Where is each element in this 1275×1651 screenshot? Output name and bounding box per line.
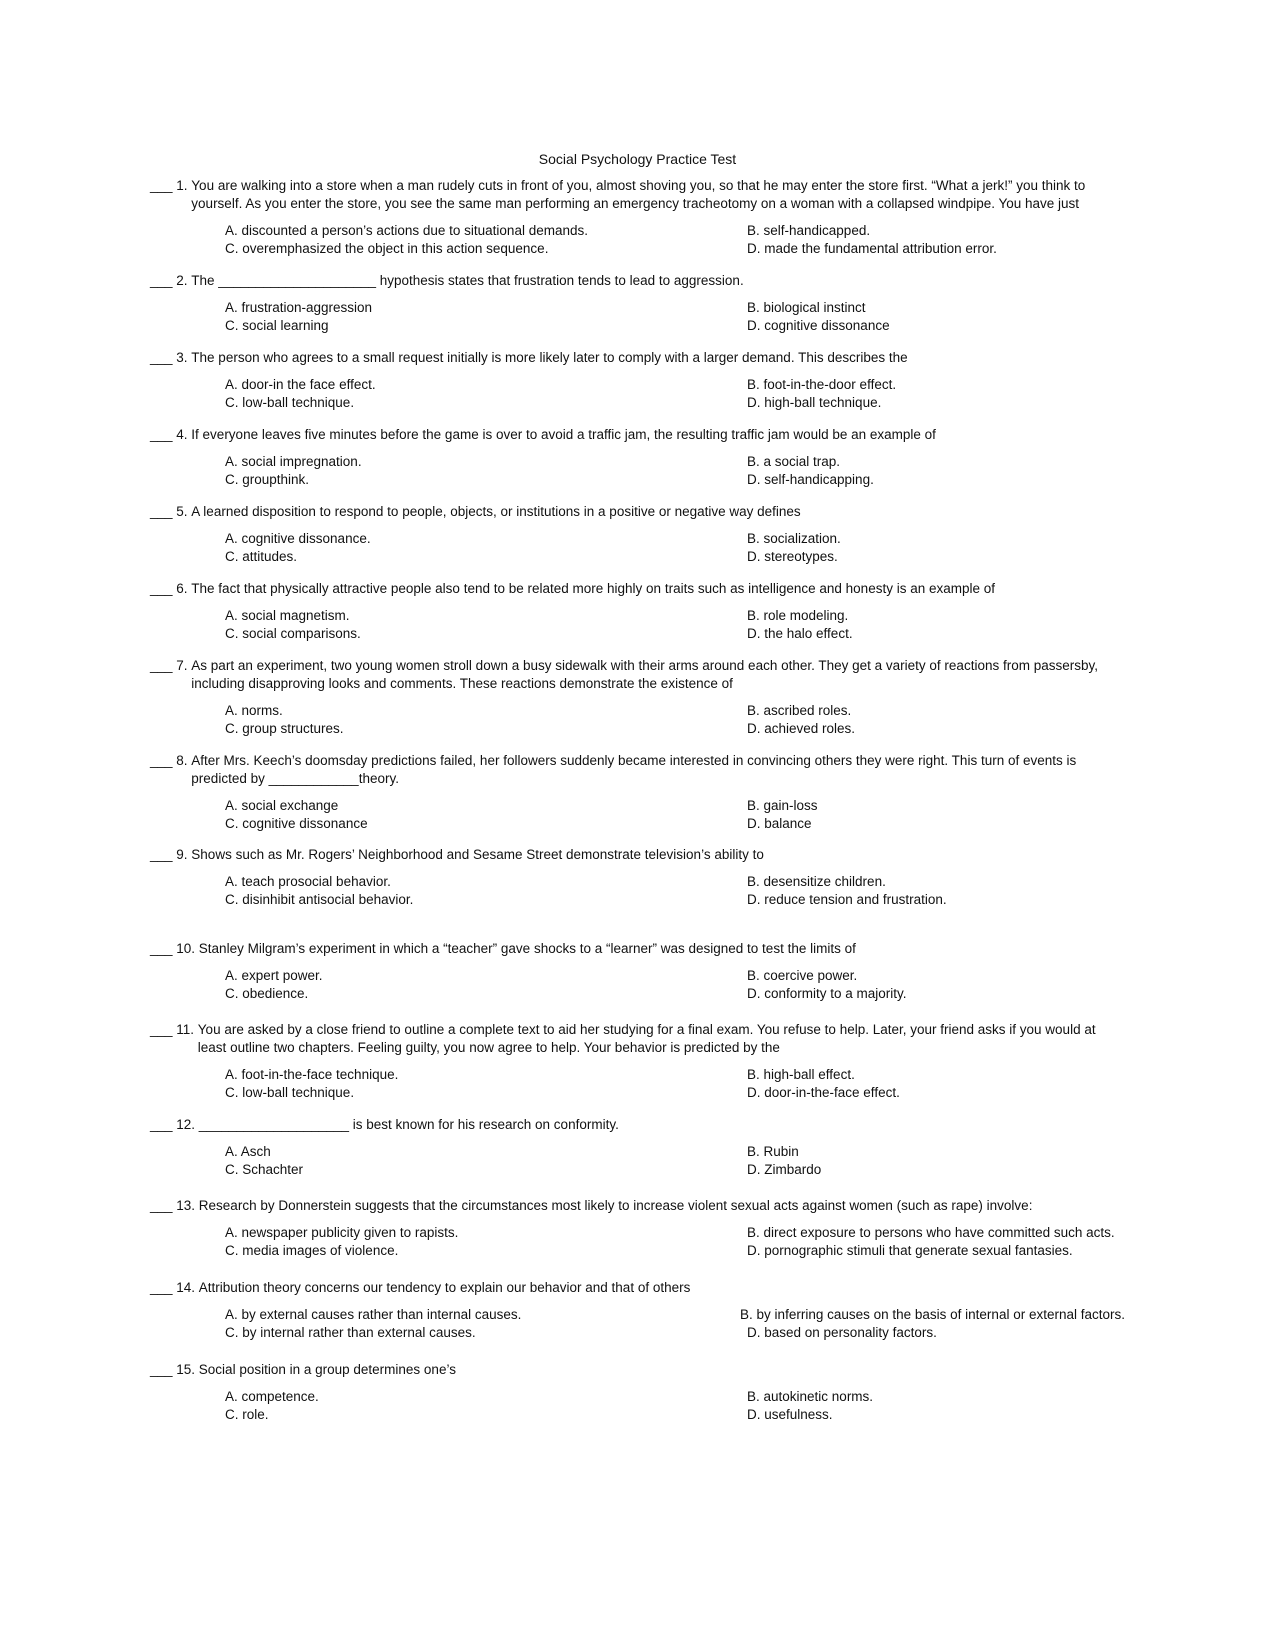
choice-a: A. frustration-aggression xyxy=(225,300,373,315)
answer-choices xyxy=(225,1143,1125,1179)
question-stem xyxy=(150,1197,1125,1215)
choice-d: D. the halo effect. xyxy=(747,626,853,641)
answer-choices xyxy=(225,1388,1125,1424)
choice-c: C. Schachter xyxy=(225,1162,304,1177)
question-14 xyxy=(150,1279,1125,1342)
question-13 xyxy=(150,1197,1125,1260)
choice-c: C. attitudes. xyxy=(225,549,298,564)
question-text: The _____________________ hypothesis states that frustration tends to lead to aggression. xyxy=(191,273,744,288)
answer-blank: ___ 1. xyxy=(150,178,192,193)
question-4 xyxy=(150,426,1125,489)
choice-d: D. balance xyxy=(747,816,812,831)
question-text: Shows such as Mr. Rogers’ Neighborhood and Sesame Street demonstrate television’s ability to xyxy=(191,847,764,862)
question-stem xyxy=(150,752,1125,788)
question-text: Social position in a group determines one’s xyxy=(198,1362,456,1377)
answer-choices xyxy=(225,1224,1125,1260)
choice-b: B. biological instinct xyxy=(747,300,866,315)
choice-b: B. role modeling. xyxy=(747,608,849,623)
choice-d: D. usefulness. xyxy=(747,1407,833,1422)
page-title: Social Psychology Practice Test xyxy=(538,151,737,167)
answer-choices xyxy=(225,530,1125,566)
choice-a: A. Asch xyxy=(225,1144,271,1159)
answer-blank: ___ 2. xyxy=(150,273,192,288)
answer-choices xyxy=(225,1066,1125,1102)
question-8 xyxy=(150,752,1125,833)
choice-d: D. conformity to a majority. xyxy=(747,986,907,1001)
answer-blank: ___ 14. xyxy=(150,1280,199,1295)
choice-a: A. expert power. xyxy=(225,968,323,983)
answer-choices xyxy=(225,1306,1125,1342)
answer-blank: ___ 4. xyxy=(150,427,192,442)
answer-blank: ___ 9. xyxy=(150,847,192,862)
choice-a: A. foot-in-the-face technique. xyxy=(225,1067,399,1082)
choice-d: D. door-in-the-face effect. xyxy=(747,1085,900,1100)
choice-c: C. low-ball technique. xyxy=(225,1085,355,1100)
choice-b: B. by inferring causes on the basis of internal or external factors. xyxy=(740,1307,1125,1322)
choice-d: D. pornographic stimuli that generate sexual fantasies. xyxy=(747,1243,1073,1258)
answer-choices xyxy=(225,376,1125,412)
choice-b: B. coercive power. xyxy=(747,968,858,983)
choice-a: A. norms. xyxy=(225,703,283,718)
choice-b: B. ascribed roles. xyxy=(747,703,852,718)
answer-blank: ___ 10. xyxy=(150,941,199,956)
choice-c: C. disinhibit antisocial behavior. xyxy=(225,892,414,907)
choice-a: A. competence. xyxy=(225,1389,319,1404)
answer-blank: ___ 13. xyxy=(150,1198,199,1213)
choice-c: C. by internal rather than external causes. xyxy=(225,1325,476,1340)
answer-blank: ___ 11. xyxy=(150,1022,198,1037)
question-15 xyxy=(150,1361,1125,1424)
question-text: Attribution theory concerns our tendency to explain our behavior and that of others xyxy=(198,1280,691,1295)
choice-c: C. media images of violence. xyxy=(225,1243,399,1258)
question-stem xyxy=(150,657,1125,693)
choice-d: D. achieved roles. xyxy=(747,721,856,736)
question-text: You are asked by a close friend to outline a complete text to aid her studying for a final exam. You refuse to help. Later, your friend asks if you would at least outline two chapters. Feeling guilty, you now agree to help. Your behavior is predicted by the xyxy=(197,1022,1100,1055)
choice-b: B. direct exposure to persons who have committed such acts. xyxy=(747,1225,1115,1240)
question-stem xyxy=(150,1116,1125,1134)
answer-blank: ___ 3. xyxy=(150,350,192,365)
choice-a: A. social magnetism. xyxy=(225,608,350,623)
answer-blank: ___ 15. xyxy=(150,1362,199,1377)
answer-choices xyxy=(225,299,1125,335)
question-stem xyxy=(150,1021,1125,1057)
choice-d: D. self-handicapping. xyxy=(747,472,874,487)
question-6 xyxy=(150,580,1125,643)
choice-c: C. obedience. xyxy=(225,986,309,1001)
choice-d: D. made the fundamental attribution error. xyxy=(747,241,997,256)
choice-b: B. socialization. xyxy=(747,531,841,546)
choice-a: A. teach prosocial behavior. xyxy=(225,874,391,889)
question-text: The fact that physically attractive people also tend to be related more highly on traits such as intelligence and honesty is an example of xyxy=(191,581,996,596)
choice-b: B. desensitize children. xyxy=(747,874,886,889)
choice-a: A. social exchange xyxy=(225,798,339,813)
choice-a: A. door-in the face effect. xyxy=(225,377,376,392)
question-12 xyxy=(150,1116,1125,1179)
answer-blank: ___ 8. xyxy=(150,753,192,768)
choice-c: C. role. xyxy=(225,1407,269,1422)
answer-choices xyxy=(225,873,1125,909)
question-stem xyxy=(150,1279,1125,1297)
answer-choices xyxy=(225,453,1125,489)
question-stem xyxy=(150,426,1125,444)
question-stem xyxy=(150,177,1125,213)
question-1 xyxy=(150,177,1125,258)
choice-a: A. by external causes rather than internal causes. xyxy=(225,1307,522,1322)
answer-blank: ___ 7. xyxy=(150,658,192,673)
question-stem xyxy=(150,349,1125,367)
choice-c: C. groupthink. xyxy=(225,472,310,487)
question-text: As part an experiment, two young women stroll down a busy sidewalk with their arms around each other. They get a variety of reactions from passersby, including disapproving looks and comments. These reactions demonstrate the existence of xyxy=(191,658,1102,691)
answer-choices xyxy=(225,967,1125,1003)
answer-choices xyxy=(225,797,1125,833)
question-stem xyxy=(150,846,1125,864)
answer-choices xyxy=(225,607,1125,643)
question-text: The person who agrees to a small request initially is more likely later to comply with a larger demand. This describes the xyxy=(191,350,908,365)
choice-d: D. stereotypes. xyxy=(747,549,838,564)
choice-b: B. Rubin xyxy=(747,1144,799,1159)
answer-blank: ___ 12. xyxy=(150,1117,199,1132)
choice-a: A. social impregnation. xyxy=(225,454,362,469)
answer-blank: ___ 5. xyxy=(150,504,192,519)
question-stem xyxy=(150,1361,1125,1379)
choice-d: D. based on personality factors. xyxy=(747,1325,937,1340)
choice-a: A. cognitive dissonance. xyxy=(225,531,371,546)
question-text: A learned disposition to respond to people, objects, or institutions in a positive or negative way defines xyxy=(191,504,801,519)
answer-choices xyxy=(225,702,1125,738)
question-stem xyxy=(150,580,1125,598)
choice-d: D. reduce tension and frustration. xyxy=(747,892,947,907)
choice-a: A. discounted a person’s actions due to situational demands. xyxy=(225,223,588,238)
question-stem xyxy=(150,940,1125,958)
choice-b: B. foot-in-the-door effect. xyxy=(747,377,897,392)
question-text: ____________________ is best known for his research on conformity. xyxy=(198,1117,619,1132)
answer-choices xyxy=(225,222,1125,258)
answer-blank: ___ 6. xyxy=(150,581,192,596)
question-3 xyxy=(150,349,1125,412)
question-11 xyxy=(150,1021,1125,1102)
choice-c: C. cognitive dissonance xyxy=(225,816,368,831)
choice-c: C. overemphasized the object in this action sequence. xyxy=(225,241,549,256)
question-text: If everyone leaves five minutes before the game is over to avoid a traffic jam, the resulting traffic jam would be an example of xyxy=(191,427,936,442)
question-text: You are walking into a store when a man rudely cuts in front of you, almost shoving you, so that he may enter the store first. “What a jerk!” you think to yourself. As you enter the store, you see the same man performing an emergency tracheotomy on a woman with a collapsed windpipe. You have just xyxy=(191,178,1090,211)
choice-b: B. gain-loss xyxy=(747,798,818,813)
choice-c: C. social learning xyxy=(225,318,329,333)
choice-c: C. social comparisons. xyxy=(225,626,361,641)
question-10 xyxy=(150,940,1125,1003)
choice-d: D. cognitive dissonance xyxy=(747,318,890,333)
question-5 xyxy=(150,503,1125,566)
question-2 xyxy=(150,272,1125,335)
choice-d: D. high-ball technique. xyxy=(747,395,882,410)
question-7 xyxy=(150,657,1125,738)
question-9 xyxy=(150,846,1125,909)
question-stem xyxy=(150,272,1125,290)
choice-b: B. self-handicapped. xyxy=(747,223,871,238)
choice-b: B. high-ball effect. xyxy=(747,1067,855,1082)
question-text: Research by Donnerstein suggests that the circumstances most likely to increase violent sexual acts against women (such as rape) involve: xyxy=(198,1198,1033,1213)
choice-c: C. group structures. xyxy=(225,721,344,736)
choice-c: C. low-ball technique. xyxy=(225,395,355,410)
choice-b: B. autokinetic norms. xyxy=(747,1389,874,1404)
question-text: Stanley Milgram’s experiment in which a “teacher” gave shocks to a “learner” was designed to test the limits of xyxy=(198,941,856,956)
question-text: After Mrs. Keech’s doomsday predictions failed, her followers suddenly became interested in convincing others they were right. This turn of events is predicted by ____________theory. xyxy=(191,753,1081,786)
choice-b: B. a social trap. xyxy=(747,454,841,469)
choice-d: D. Zimbardo xyxy=(747,1162,822,1177)
question-stem xyxy=(150,503,1125,521)
choice-a: A. newspaper publicity given to rapists. xyxy=(225,1225,459,1240)
